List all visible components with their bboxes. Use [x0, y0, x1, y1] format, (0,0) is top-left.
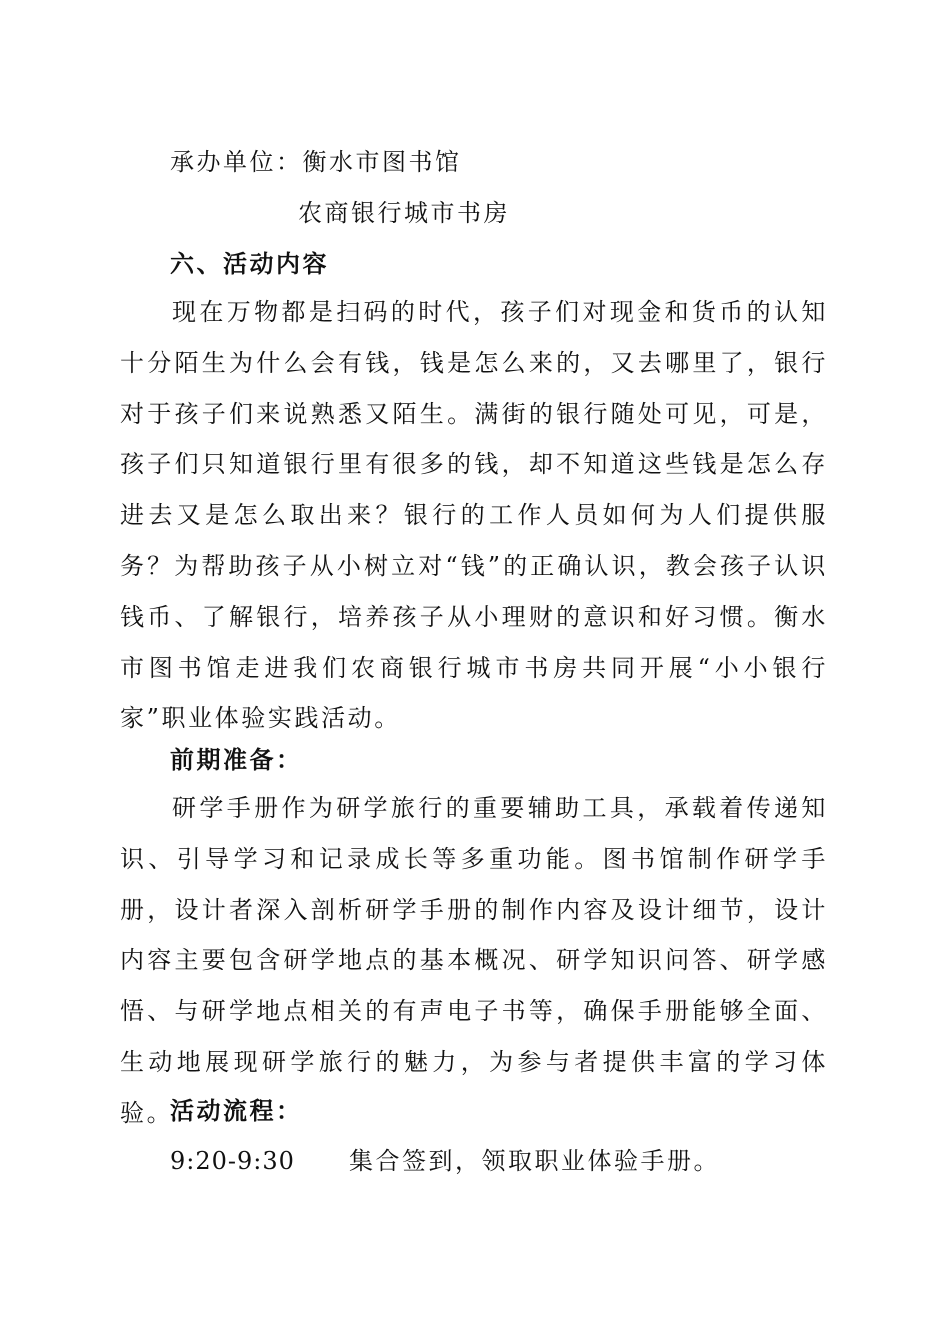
process-desc: 集合签到，领取职业体验手册。: [349, 1147, 720, 1175]
organizer-name-1: 衡水市图书馆: [302, 148, 462, 176]
preparation-heading: 前期准备：: [170, 746, 303, 774]
organizer-label: 承办单位：: [170, 148, 303, 176]
section-6-paragraph: 现在万物都是扫码的时代，孩子们对现金和货币的认知十分陌生为什么会有钱，钱是怎么来的，又去哪里了，银行对于孩子们来说熟悉又陌生。满街的银行随处可见，可是，孩子们只知道银行里有很多的钱，却不知道这些钱是怎么存进去又是怎么取出来？银行的工作人员如何为人们提供服务？为帮助孩子从小树立对“钱”的正确认识，教会孩子认识钱币、了解银行，培养孩子从小理财的意识和好习惯。衡水市图书馆走进我们农商银行城市书房共同开展“小小银行家”职业体验实践活动。: [120, 298, 828, 733]
process-heading: 活动流程：: [170, 1097, 303, 1125]
organizer-name-2: 农商银行城市书房: [298, 199, 510, 227]
preparation-paragraph: 研学手册作为研学旅行的重要辅助工具，承载着传递知识、引导学习和记录成长等多重功能。图书馆制作研学手册，设计者深入剖析研学手册的制作内容及设计细节，设计内容主要包含研学地点的基本概况、研学知识问答、研学感悟、与研学地点相关的有声电子书等，确保手册能够全面、生动地展现研学旅行的魅力，为参与者提供丰富的学习体验。: [120, 794, 828, 1127]
organizer-line: [170, 147, 462, 177]
section-6-heading: 六、活动内容: [170, 250, 329, 278]
process-time: 9:20-9:30: [170, 1147, 295, 1175]
